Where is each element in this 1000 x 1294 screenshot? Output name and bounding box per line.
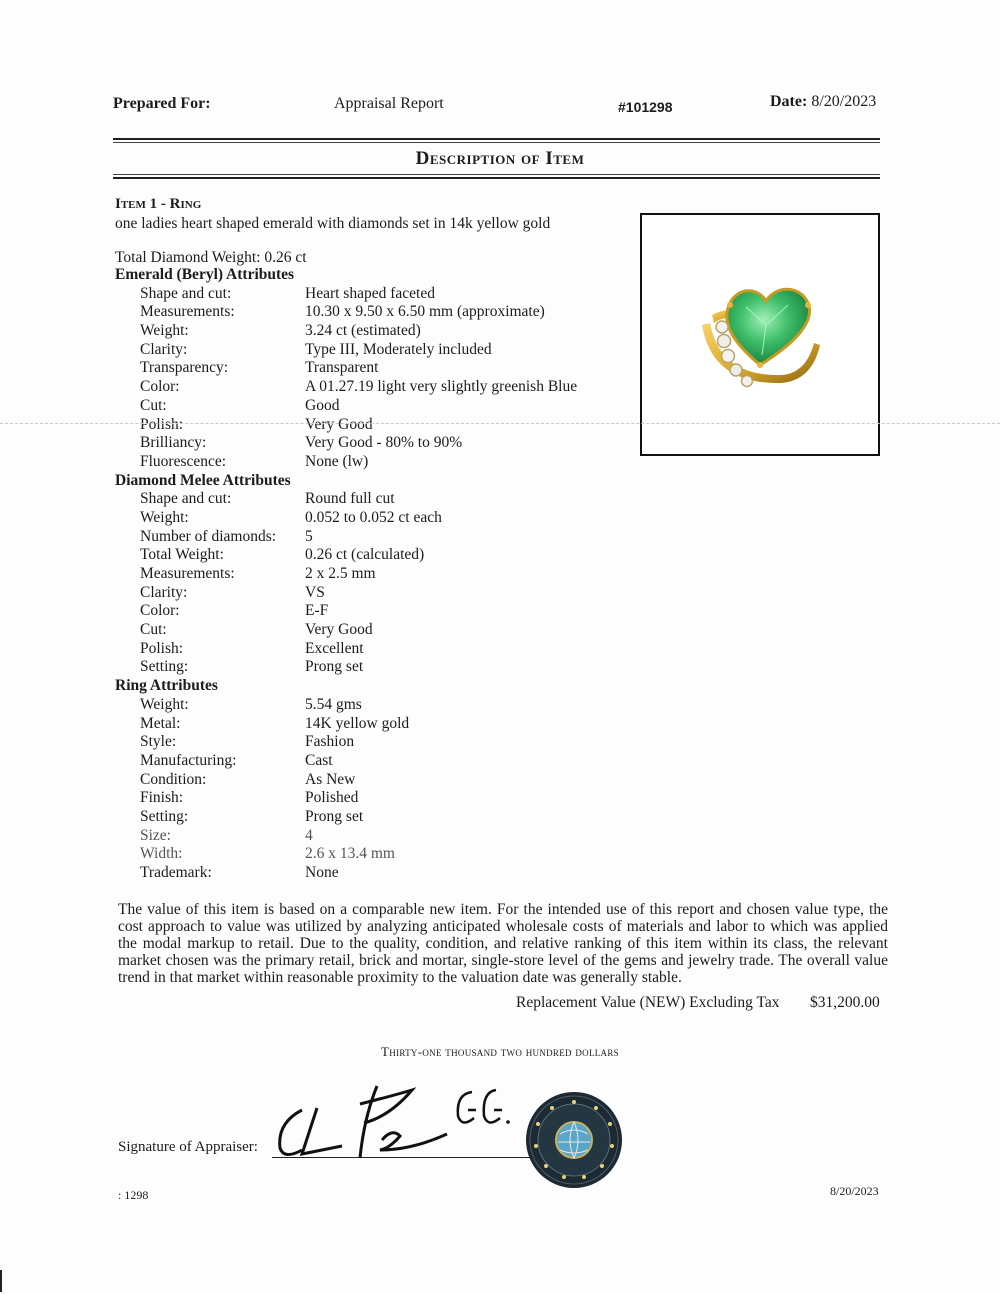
attribute-label: Clarity: <box>140 583 188 601</box>
footer-reference: : 1298 <box>118 1188 149 1202</box>
title-rule-bottom <box>113 177 880 179</box>
title-rule-top <box>113 174 880 175</box>
attribute-row <box>115 397 635 416</box>
attribute-row <box>115 715 635 734</box>
attribute-label: Clarity: <box>140 340 188 358</box>
total-diamond-weight: Total Diamond Weight: 0.26 ct <box>115 249 307 266</box>
valuation-paragraph: The value of this item is based on a comparable new item. For the intended use of this report and chosen value type, the cost approach to value was utilized by analyzing anticipated wholesale costs of materials and labor to which was applied the modal markup to retail. Due to the quality, condition, and relative ranking of this item within its class, the relevant market chosen was the primary retail, brick and mortar, single-store level of the gems and jewelry trade. The overall value trend in that market within reasonable proximity to the valuation date was generally stable. <box>118 901 888 986</box>
report-date <box>770 93 876 111</box>
attribute-value: Cast <box>305 751 333 769</box>
attribute-label: Total Weight: <box>140 546 224 564</box>
attribute-value: 2.6 x 13.4 mm <box>305 845 395 863</box>
attribute-value: E-F <box>305 602 329 620</box>
attribute-label: Cut: <box>140 396 167 414</box>
paper-fold-line <box>0 423 1000 425</box>
attribute-value: 10.30 x 9.50 x 6.50 mm (approximate) <box>305 303 545 321</box>
attribute-label: Trademark: <box>140 864 212 881</box>
attribute-label: Manufacturing: <box>140 751 237 769</box>
attribute-row <box>115 733 635 752</box>
attribute-value: Good <box>305 396 340 414</box>
attribute-value: 5.54 gms <box>305 695 362 713</box>
appraiser-seal-icon <box>524 1090 624 1190</box>
attribute-row <box>115 378 635 397</box>
attribute-value: 0.26 ct (calculated) <box>305 546 425 564</box>
attribute-row <box>115 303 635 322</box>
attribute-label: Size: <box>140 826 171 844</box>
attribute-row <box>115 528 635 547</box>
attributes-list <box>115 266 635 883</box>
attribute-value: VS <box>305 583 325 601</box>
attribute-label: Color: <box>140 378 180 396</box>
attribute-row <box>115 602 635 621</box>
attribute-row <box>115 322 635 341</box>
attribute-row <box>115 584 635 603</box>
diamond-attributes-title: Diamond Melee Attributes <box>115 471 291 489</box>
attribute-label: Cut: <box>140 621 167 639</box>
attribute-label: Shape and cut: <box>140 490 232 508</box>
item-description: one ladies heart shaped emerald with diamonds set in 14k yellow gold <box>115 215 551 232</box>
attribute-row <box>115 845 635 864</box>
attribute-row <box>115 509 635 528</box>
attribute-label: Number of diamonds: <box>140 527 277 545</box>
attribute-label: Width: <box>140 845 183 863</box>
report-title: Appraisal Report <box>334 95 444 112</box>
attribute-label: Weight: <box>140 695 189 713</box>
attribute-value: None (lw) <box>305 452 369 470</box>
date-value: 8/20/2023 <box>811 93 877 110</box>
attribute-label: Polish: <box>140 415 184 433</box>
attribute-value: Very Good - 80% to 90% <box>305 434 463 452</box>
attribute-row <box>115 658 635 677</box>
attribute-row <box>115 565 635 584</box>
attribute-row <box>115 752 635 771</box>
attribute-value: Polished <box>305 789 359 807</box>
attribute-label: Transparency: <box>140 359 229 377</box>
attribute-value: Fashion <box>305 733 355 751</box>
attribute-label: Weight: <box>140 322 189 340</box>
attribute-label: Polish: <box>140 639 184 657</box>
attribute-value: Round full cut <box>305 490 395 508</box>
attribute-row <box>115 490 635 509</box>
attribute-label: Weight: <box>140 508 189 526</box>
item-heading: Item 1 - Ring <box>115 196 202 212</box>
attribute-label: Fluorescence: <box>140 452 227 470</box>
attribute-value: 4 <box>305 826 313 844</box>
header-rule-bottom <box>113 142 880 143</box>
attribute-value: 5 <box>305 527 313 545</box>
section-title: Description of Item <box>415 148 585 169</box>
attribute-label: Measurements: <box>140 565 235 582</box>
signature-label: Signature of Appraiser: <box>118 1139 258 1155</box>
attribute-value: Transparent <box>305 359 379 377</box>
scan-edge-mark <box>0 1270 2 1292</box>
attribute-value: 14K yellow gold <box>305 714 410 732</box>
attribute-row <box>115 808 635 827</box>
attribute-value: 0.052 to 0.052 ct each <box>305 508 442 526</box>
attribute-label: Color: <box>140 602 180 620</box>
attribute-value: Excellent <box>305 639 364 657</box>
ring-attributes-title: Ring Attributes <box>115 677 218 695</box>
attribute-row <box>115 434 635 453</box>
attribute-label: Metal: <box>140 714 181 732</box>
attribute-value: Prong set <box>305 807 364 825</box>
attribute-value: Type III, Moderately included <box>305 340 492 358</box>
attribute-row <box>115 341 635 360</box>
attribute-label: Setting: <box>140 658 189 676</box>
attribute-value: 2 x 2.5 mm <box>305 565 376 582</box>
attribute-label: Brilliancy: <box>140 434 207 452</box>
attribute-value: None <box>305 864 339 881</box>
attribute-value: Very Good <box>305 621 373 639</box>
attribute-row <box>115 827 635 846</box>
attribute-row <box>115 359 635 378</box>
attribute-row <box>115 640 635 659</box>
appraiser-signature <box>272 1078 522 1168</box>
report-number: #101298 <box>618 99 673 115</box>
date-label: Date: <box>770 93 808 110</box>
header-rule-top <box>113 138 880 140</box>
ring-photo <box>640 213 880 456</box>
attribute-label: Measurements: <box>140 303 235 321</box>
footer-date: 8/20/2023 <box>830 1184 879 1198</box>
attribute-label: Shape and cut: <box>140 284 232 302</box>
attribute-row <box>115 621 635 640</box>
attribute-value: As New <box>305 770 356 788</box>
attribute-label: Style: <box>140 733 177 751</box>
attribute-row <box>115 771 635 790</box>
attribute-row <box>115 696 635 715</box>
emerald-attributes-title: Emerald (Beryl) Attributes <box>115 266 295 283</box>
attribute-label: Setting: <box>140 807 189 825</box>
attribute-row <box>115 546 635 565</box>
attribute-label: Condition: <box>140 770 207 788</box>
amount-in-words: Thirty-one thousand two hundred dollars <box>381 1044 619 1059</box>
prepared-for-label: Prepared For: <box>113 95 211 112</box>
replacement-value-label: Replacement Value (NEW) Excluding Tax <box>516 994 780 1011</box>
attribute-row <box>115 864 635 883</box>
signature-text: C L Pe GG. <box>272 1078 277 1079</box>
attribute-row <box>115 285 635 304</box>
attribute-value: A 01.27.19 light very slightly greenish Blue <box>305 378 578 396</box>
attribute-label: Finish: <box>140 789 184 807</box>
attribute-value: 3.24 ct (estimated) <box>305 322 421 340</box>
attribute-row <box>115 789 635 808</box>
attribute-row <box>115 453 635 472</box>
attribute-value: Heart shaped faceted <box>305 284 435 302</box>
attribute-value: Very Good <box>305 415 373 433</box>
attribute-value: Prong set <box>305 658 364 676</box>
ring-image <box>642 215 878 454</box>
replacement-value-amount: $31,200.00 <box>810 994 880 1011</box>
